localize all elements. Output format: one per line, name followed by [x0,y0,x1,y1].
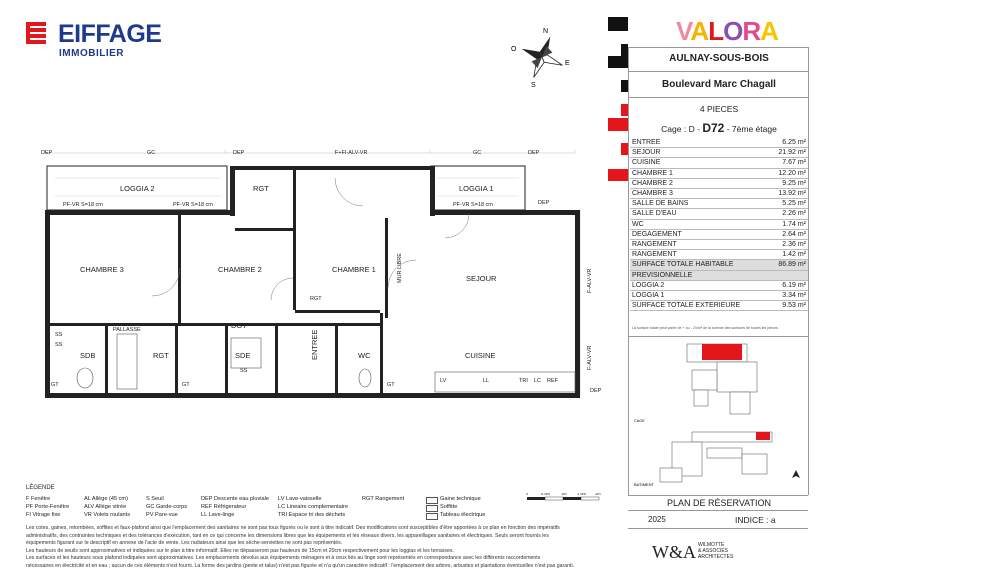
label-sejour: SEJOUR [466,274,497,283]
tag-gc-1: GC [147,150,156,156]
surface-row [630,178,808,188]
footnote-line: Les cotes, gaines, retombées, soffites et faux-plafond ainsi que l'emplacement des sanitaires ne sont pas tous figurés ou le sont à titre indicatif. Des modifications sont susceptibles d'être apportées à ce plan en fonction des impératifs [26,525,560,531]
surface-table [630,138,808,311]
legend-item: S Seuil [146,496,164,502]
legend-item: REF Réfrigerateur [201,504,247,510]
legend-item: AL Allège (45 cm) [84,496,128,502]
strip-red-2 [608,118,628,131]
architect-line-3: ARCHITECTES [698,554,734,560]
scale-tick-0: 0 [526,493,529,496]
surface-room-name: CUISINE [630,158,769,168]
label-dgt: DGT [231,321,247,330]
surface-row [630,229,808,239]
project-logo [676,16,778,46]
legend-item: Gaine technique [440,496,481,502]
tag-pfvr-1: PF-VR S=18 cm [63,202,103,208]
sdb-basin-icon [77,368,93,388]
legend-item: PF Porte-Fenêtre [26,504,70,510]
tag-dep-3: DEP [528,150,540,156]
surface-room-name: RANGEMENT [630,240,769,250]
total-label-2: PREVISIONNELLE [630,270,769,280]
legend-item: GC Garde-corps [146,504,188,510]
footnote-line: nécessaires en électricité et en eau ; aucun de ces éléments n'est fourni. La forme des jardins (pente et talus) n'est pas figurée et n'a qu'un caractère indicatif : l'emplacement des arbres, arbustes et plantations éventuelles n'est pas garanti. [26,563,575,569]
surface-room-name: SALLE DE BAINS [630,199,769,209]
label-sde: SDE [235,351,251,360]
tag-pfvr-3: PF-VR S=18 cm [453,202,493,208]
logo-letter-4: O [723,16,743,46]
surface-room-area: 21.92 m² [769,148,808,158]
label-chambre-2: CHAMBRE 2 [218,265,262,274]
scale-tick-3: 1.5m [577,493,586,496]
surface-room-name: SALLE D'EAU [630,209,769,219]
tag-ll: LL [483,378,490,384]
surface-row [630,168,808,178]
compass-s: S [531,82,536,89]
tag-dep-1: DEP [41,150,53,156]
compass-e: E [565,60,570,67]
tag-gt-2: GT [182,382,190,388]
tag-ss-1: SS [55,332,63,338]
tag-f-alv-vr-2: F-ALV-VR [587,345,593,370]
footnote-line: administratifs, des contraintes techniques et des tolérances d'exécution, tant en ce qui concerne les dimensions libres que les équipements et les réseaux divers, les appareillages sanitaires et électriques. Seuls seront fournis les [26,532,549,539]
developer-sub: IMMOBILIER [59,48,124,59]
total-empty [769,270,808,280]
surface-room-area: 12.20 m² [769,168,808,178]
surface-row [630,250,808,260]
compass-o: O [511,46,517,53]
surface-row [630,189,808,199]
surface-room-area: 3.34 m² [769,291,808,301]
footnote-line: Les surfaces et les hauteurs sous plafond indiquées sont approximatives. Les emplacements dévolus aux équipements ménagers et à ceux liés au linge sont représentés en correspondance avec les différents raccordements [26,555,541,562]
total-label-1: SURFACE TOTALE HABITABLE [630,260,769,270]
label-entree: ENTREE [310,329,319,360]
surface-room-area: 2.26 m² [769,209,808,219]
architect-logo [652,540,782,564]
floor-level: 7ème étage [731,124,777,134]
surface-row [630,209,808,219]
label-chambre-3: CHAMBRE 3 [80,265,124,274]
surface-room-name: SEJOUR [630,148,769,158]
total-habitable-area: 86.89 m² [769,260,808,270]
tag-dep-4: DEP [538,200,550,206]
map-caption-batiment: BATIMENT [634,482,654,487]
legend-item: LV Lave-vaisselle [278,496,322,502]
strip-red-4 [608,169,628,181]
cage-prefix: Cage : [661,124,687,134]
cage-line [630,121,808,135]
scale-tick-2: 1m [561,493,567,496]
logo-letter-1: V [676,16,691,46]
legend-item: Tableau électrique [440,512,486,518]
tag-gt-3: GT [387,382,395,388]
legend-title: LÉGENDE [26,485,55,491]
surface-room-name: DEGAGEMENT [630,229,769,239]
label-sdb: SDB [80,351,96,360]
compass-rose-icon [505,25,575,89]
city-name: AULNAY-SOUS-BOIS [669,53,769,64]
developer-name: EIFFAGE [58,20,162,48]
tag-ss-2: SS [55,342,63,348]
tag-gc-2: GC [473,150,482,156]
surface-room-name: CHAMBRE 2 [630,178,769,188]
architect-mark: W&A [652,542,696,562]
tag-lv: LV [440,378,447,384]
surface-row [630,199,808,209]
tag-ref: REF [547,378,558,384]
footnote-line: Les hauteurs de seuils sont approximatives et indiquées sur le plan à titre informatif. Elles ne dépasseront pas hauteurs de 15cm et 20cm respectivement pour les loggias et les terrasses. [26,547,454,554]
legend-item: VR Volets roulants [84,512,131,518]
soffitte-icon [426,505,438,512]
total-habitable-row-2 [630,270,808,280]
cage-highlight [702,344,742,360]
tag-f-alv-vr-1: F-ALV-VR [587,268,593,293]
cage-location-map [632,340,806,426]
separator-2: - [726,124,730,134]
separator-1: - [697,124,700,134]
surface-room-area: 2.64 m² [769,229,808,239]
scale-tick-1: 0.5m [541,493,550,496]
exterior-row [630,291,808,301]
legend-item: TRI Espace tri des déchets [278,512,346,518]
architect-line-1: WILMOTTE [698,542,725,548]
cage-value: D [688,124,695,134]
tag-gt-1: GT [51,382,59,388]
scale-tick-4: 2m [595,493,601,496]
plan-year: 2025 [648,515,666,524]
surface-room-area: 6.25 m² [769,138,808,148]
legend-item: LL Lave-linge [201,512,235,518]
lot-number: D72 [702,121,725,135]
surface-room-name: CHAMBRE 3 [630,189,769,199]
tag-f-fi-alv-vr: F+FI-ALV-VR [335,150,368,156]
surface-room-name: LOGGIA 1 [630,291,769,301]
building-location-map [632,428,806,490]
tag-tri: TRI [519,378,528,384]
map-caption-cage: CAGE [634,419,645,423]
surface-row [630,158,808,168]
surface-room-name: RANGEMENT [630,250,769,260]
north-arrow-icon [792,470,800,478]
legend-item: PV Pare-vue [146,512,178,518]
surface-room-area: 7.67 m² [769,158,808,168]
total-habitable-row [630,260,808,270]
surface-row [630,219,808,229]
tag-ss-3: SS [240,368,248,374]
logo-letter-5: R [742,16,761,46]
surface-room-area: 1.74 m² [769,219,808,229]
strip-black-4 [621,80,628,92]
logo-letter-6: A [760,16,778,46]
surface-row [630,148,808,158]
gaine-technique-icon [426,497,438,504]
surface-note: La surface totale peut varier de + ou - 2/4m² de la somme des surfaces de toutes les pièces. [632,326,779,330]
strip-red-1 [621,104,628,116]
label-rgt-small: RGT [310,296,322,302]
surface-room-name: LOGGIA 2 [630,280,769,290]
label-loggia-1: LOGGIA 1 [459,184,494,193]
compass-n: N [543,28,549,35]
architect-line-2: & ASSOCIÉS [698,548,729,554]
label-chambre-1: CHAMBRE 1 [332,265,376,274]
typology: 4 PIECES [699,104,739,114]
surface-room-area: 13.92 m² [769,189,808,199]
footnote-line: équipements figurant sur le descriptif en annexe de l'acte de vente. Les radiateurs ainsi que les sèche-serviettes ne sont pas représentés. [26,540,343,547]
strip-black-3 [608,56,628,68]
legend-item: FI Vitrage fixe [26,512,61,518]
surface-room-name: CHAMBRE 1 [630,168,769,178]
plan-type-title: PLAN DE RÉSERVATION [666,498,772,508]
label-rgt-middle: RGT [153,351,169,360]
plan-index: INDICE : a [735,515,776,525]
exterior-row [630,301,808,311]
surface-room-name: SURFACE TOTALE EXTERIEURE [630,301,769,311]
legend-item: Soffitte [440,504,458,510]
surface-row [630,138,808,148]
legend-item: LC Lineaire complementaire [278,504,348,510]
legend-item: ALV Allège vitrée [84,504,127,510]
surface-room-name: ENTREE [630,138,769,148]
label-mur-libre: MUR LIBRE [397,253,403,283]
surface-row [630,240,808,250]
tag-dep-5: DEP [590,388,602,394]
surface-room-area: 6.19 m² [769,280,808,290]
eiffage-mark-icon [26,22,48,44]
label-pallasse: PALLASSE [113,327,141,333]
label-wc: WC [358,351,371,360]
legend-item: F Fenêtre [26,496,51,502]
strip-red-3 [621,143,628,155]
tag-pfvr-2: PF-VR S=18 cm [173,202,213,208]
tableau-electrique-icon [426,513,438,520]
floor-plan [35,148,615,404]
tag-lc: LC [534,378,542,384]
surface-room-area: 1.42 m² [769,250,808,260]
surface-room-area: 2.36 m² [769,240,808,250]
surface-room-area: 9.53 m² [769,301,808,311]
label-rgt-top: RGT [253,184,269,193]
bathtub-icon [117,334,137,389]
building-highlight [756,432,770,440]
wc-toilet-icon [359,369,371,387]
street-name: Boulevard Marc Chagall [662,79,776,90]
surface-room-area: 9.25 m² [769,178,808,188]
surface-room-area: 5.25 m² [769,199,808,209]
eiffage-logo [26,22,176,66]
strip-black-1 [608,17,628,31]
logo-letter-3: L [708,16,724,46]
legend-item: RGT Rangement [362,496,405,502]
exterior-row [630,280,808,290]
label-loggia-2: LOGGIA 2 [120,184,155,193]
legend-item: DEP Descente eau pluviale [201,496,269,502]
label-cuisine: CUISINE [465,351,496,360]
logo-letter-2: A [690,16,709,46]
surface-room-name: WC [630,219,769,229]
scale-bar [522,493,602,513]
tag-dep-2: DEP [233,150,245,156]
strip-black-2 [621,44,628,56]
